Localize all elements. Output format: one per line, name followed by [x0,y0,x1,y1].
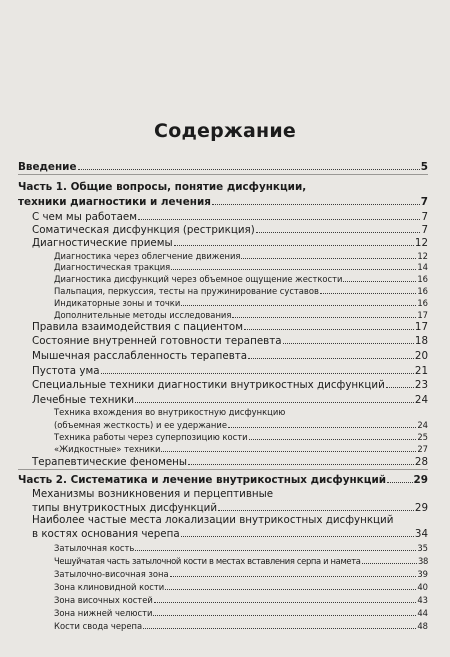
leader-dots [154,593,417,603]
toc-entry-page: 16 [417,298,428,308]
toc-entry-page: 29 [413,474,428,486]
toc-entry-page: 38 [418,556,428,566]
toc-entry-page: 24 [414,394,428,406]
toc-subentry[interactable] [54,619,428,633]
leader-dots [343,272,416,282]
toc-entry[interactable] [32,334,428,348]
leader-dots [161,442,416,452]
leader-dots [181,527,414,537]
toc-entry-page: 7 [421,211,428,223]
leader-dots [181,296,416,306]
toc-entry-text: Наиболее частые места локализации внутрикостных дисфункций [32,514,394,526]
toc-subentry[interactable] [54,541,428,555]
toc-entry-text: Мышечная расслабленность терапевта [32,350,248,362]
toc-entry-page: 12 [414,237,428,249]
leader-dots [248,349,414,359]
toc-entry-page: 12 [417,251,428,261]
toc-entry-page: 23 [414,379,428,391]
toc-entry-text: Затылочная кость [54,543,135,553]
toc-entry[interactable] [18,160,428,174]
toc-entry-text: Специальные техники диагностики внутрикостных дисфункций [32,379,385,391]
toc-entry-page: 48 [417,621,428,631]
divider [18,469,428,470]
toc-entry[interactable] [32,223,428,237]
toc-entry-page: 20 [414,350,428,362]
toc-entry[interactable] [32,320,428,334]
toc-entry-page: 14 [417,262,428,272]
toc-entry-text: Кости свода черепа [54,621,143,631]
toc-entry-page: 16 [417,274,428,284]
leader-dots [171,260,416,270]
toc-entry-page: 35 [417,543,428,553]
toc-entry-text: Пустота ума [32,365,100,377]
toc-entry-text: Правила взаимодействия с пациентом [32,321,243,333]
leader-dots [362,554,417,564]
leader-dots [387,473,413,483]
toc-entry-text: Пальпация, перкуссия, тесты на пружинирование суставов [54,286,319,296]
toc-entry-text: Техника вхождения во внутрикостную дисфункцию [54,407,286,417]
toc-entry-text: Диагностические приемы [32,237,173,249]
leader-dots [228,418,416,428]
toc-entry-text-cont: в костях основания черепа [32,528,180,540]
toc-entry-page: 34 [414,528,428,540]
toc-entry[interactable] [32,210,428,224]
leader-dots [143,619,416,629]
toc-entry-text: С чем мы работаем [32,211,138,223]
toc-entry-page: 7 [421,224,428,236]
toc-entry[interactable] [18,473,428,487]
toc-entry-text: Лечебные техники [32,394,135,406]
toc-entry-text: Диагностическая тракция [54,262,171,272]
leader-dots [101,364,414,374]
leader-dots [232,308,416,318]
leader-dots [135,393,414,403]
toc-entry-page: 17 [414,321,428,333]
leader-dots [212,195,420,205]
leader-dots [153,606,416,616]
toc-entry-text: Диагностика дисфункций через объемное ощущение жесткости [54,274,343,284]
toc-entry-text-cont: (объемная жесткость) и ее удержание [54,420,228,430]
toc-subentry[interactable] [54,554,428,568]
leader-dots [249,430,417,440]
leader-dots [188,455,414,465]
toc-subentry[interactable] [54,567,428,581]
leader-dots [256,223,421,233]
toc-entry-text: Затылочно-височная зона [54,569,169,579]
toc-entry-page: 25 [417,432,428,442]
toc-entry-text: Индикаторные зоны и точки [54,298,181,308]
toc-entry-page: 21 [414,365,428,377]
toc-subentry[interactable] [54,593,428,607]
leader-dots [386,378,414,388]
divider [18,174,428,175]
toc-entry-text: Диагностика через облегчение движения [54,251,241,261]
toc-entry-page: 5 [420,161,428,173]
toc-entry-page: 28 [414,456,428,468]
toc-entry-text: Зона клиновидной кости [54,582,165,592]
toc-entry[interactable] [32,364,428,378]
leader-dots [170,567,417,577]
leader-dots [241,249,416,259]
toc-entry-page: 17 [417,310,428,320]
leader-dots [78,160,420,170]
toc-entry-page: 40 [417,582,428,592]
toc-entry[interactable] [32,236,428,250]
toc-subentry[interactable] [54,442,428,456]
leader-dots [320,284,416,294]
leader-dots [138,210,420,220]
toc-entry[interactable] [32,501,428,515]
page-title: Содержание [154,120,296,142]
leader-dots [283,334,414,344]
leader-dots [165,580,416,590]
toc-entry-text: Часть 2. Систематика и лечение внутрикостных дисфункций [18,474,386,486]
toc-entry-page: 44 [417,608,428,618]
toc-entry-text-cont: типы внутрикостных дисфункций [32,502,218,514]
toc-entry-page: 24 [417,420,428,430]
toc-subentry[interactable] [54,580,428,594]
toc-entry-text: Соматическая дисфункция (рестрикция) [32,224,255,236]
toc-entry[interactable] [32,455,428,469]
toc-entry-text: Механизмы возникновения и перцептивные [32,488,274,500]
toc-entry[interactable] [32,527,428,541]
toc-entry-text: Зона нижней челюсти [54,608,153,618]
toc-subentry[interactable] [54,606,428,620]
toc-entry[interactable] [32,378,428,392]
toc-entry-page: 16 [417,286,428,296]
toc-entry-text: Техника работы через суперпозицию кости [54,432,248,442]
toc-entry-text: Введение [18,161,77,173]
toc-entry-text: «Жидкостные» техники [54,444,161,454]
toc-entry-page: 27 [417,444,428,454]
leader-dots [174,236,414,246]
toc-entry-text: Зона височных костей [54,595,153,605]
toc-entry-text: Терапевтические феномены [32,456,188,468]
toc-entry-text-cont: техники диагностики и лечения [18,196,211,208]
toc-entry-page: 18 [414,335,428,347]
leader-dots [218,501,414,511]
leader-dots [135,541,416,551]
toc-entry-text: Чешуйчатая часть затылочной кости в местах вставления серпа и намета [54,556,361,566]
toc-entry-page: 7 [420,196,428,208]
toc-entry-page: 43 [417,595,428,605]
toc-entry[interactable] [32,393,428,407]
toc-entry[interactable] [18,195,428,209]
toc-entry-text: Состояние внутренней готовности терапевта [32,335,282,347]
toc-entry-text: Дополнительные методы исследования [54,310,232,320]
toc-entry-page: 29 [414,502,428,514]
leader-dots [244,320,414,330]
toc-entry[interactable] [32,349,428,363]
toc-entry-text: Часть 1. Общие вопросы, понятие дисфункции, [18,181,307,193]
toc-entry-page: 39 [417,569,428,579]
